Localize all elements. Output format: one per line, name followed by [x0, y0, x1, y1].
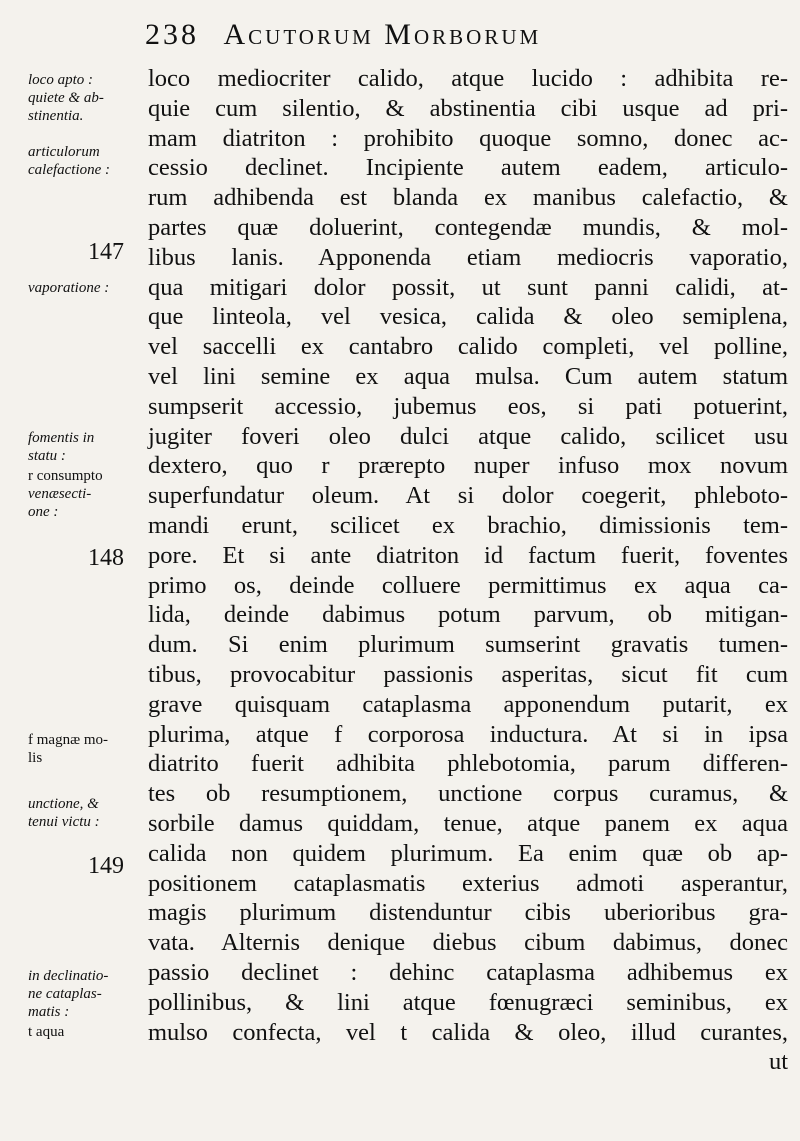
main-text	[148, 64, 788, 1077]
margin-note: ne cataplas-	[28, 986, 102, 1002]
text-line: superfundatur oleum. At si dolor coegerit, phleboto-	[148, 482, 788, 510]
text-line: passio declinet : dehinc cataplasma adhibemus ex	[148, 958, 788, 986]
margin-note: unctione, &	[28, 796, 99, 812]
margin-note: fomentis in	[28, 430, 95, 446]
text-line: magis plurimum distenduntur cibis uberioribus gra-	[148, 899, 788, 927]
section-number: 147	[88, 239, 124, 265]
margin-note: statu :	[28, 448, 66, 464]
text-line: ut	[768, 1048, 788, 1076]
text-line: plurima, atque f corporosa inductura. At si in ipsa	[148, 720, 788, 748]
text-line: sorbile damus quiddam, tenue, atque panem ex aqua	[148, 809, 788, 837]
section-number: 148	[88, 545, 124, 571]
margin-note: in declinatio-	[28, 968, 109, 984]
text-line: pollinibus, & lini atque fœnugræci seminibus, ex	[148, 988, 788, 1016]
text-line: diatrito fuerit adhibita phlebotomia, parum differen-	[148, 750, 788, 778]
margin-notes	[28, 68, 148, 1108]
text-line: pore. Et si ante diatriton id factum fuerit, foventes	[148, 541, 788, 569]
text-line: mam diatriton : prohibito quoque somno, donec ac-	[148, 124, 788, 152]
running-header	[145, 18, 785, 52]
text-line: loco mediocriter calido, atque lucido : adhibita re-	[148, 65, 788, 92]
text-line: primo os, deinde colluere permittimus ex aqua ca-	[148, 571, 788, 599]
margin-note: stinentia.	[28, 108, 84, 124]
text-line: vel saccelli ex cantabro calido completi, vel polline,	[148, 333, 788, 361]
margin-note: t aqua	[28, 1024, 65, 1040]
margin-note: tenui victu :	[28, 814, 100, 830]
margin-note: loco apto :	[28, 72, 93, 88]
text-line: dextero, quo r prærepto nuper infuso mox novum	[148, 452, 788, 480]
text-line: quie cum silentio, & abstinentia cibi usque ad pri-	[148, 94, 788, 122]
page-number: 238	[145, 18, 199, 51]
section-number: 149	[88, 853, 124, 879]
text-line: mandi erunt, scilicet ex brachio, dimissionis tem-	[148, 511, 788, 539]
text-line: tibus, provocabitur passionis asperitas, sicut fit cum	[148, 660, 788, 688]
text-line: jugiter foveri oleo dulci atque calido, scilicet usu	[148, 422, 788, 450]
margin-note: f magnæ mo-	[28, 732, 108, 748]
text-line: positionem cataplasmatis exterius admoti asperantur,	[148, 869, 788, 897]
text-line: que linteola, vel vesica, calida & oleo semiplena,	[148, 303, 788, 331]
margin-note: one :	[28, 504, 59, 520]
margin-note: articulorum	[28, 144, 100, 160]
text-line: lida, deinde dabimus potum parvum, ob mitigan-	[148, 601, 788, 629]
text-line: dum. Si enim plurimum sumserint gravatis tumen-	[148, 631, 788, 659]
margin-note: calefactione :	[28, 162, 111, 178]
text-line: rum adhibenda est blanda ex manibus calefactio, &	[148, 184, 788, 212]
text-line: sumpserit accessio, jubemus eos, si pati potuerint,	[148, 392, 788, 420]
margin-note: lis	[28, 750, 43, 766]
running-title: Acutorum Morborum	[223, 18, 542, 51]
margin-note: matis :	[28, 1004, 70, 1020]
text-line: qua mitigari dolor possit, ut sunt panni calidi, at-	[148, 273, 788, 301]
margin-note: venæsecti-	[28, 486, 92, 502]
margin-note: vaporatione :	[28, 280, 110, 296]
margin-note: r consumpto	[28, 468, 103, 484]
text-line: mulso confecta, vel t calida & oleo, illud curantes,	[148, 1018, 788, 1046]
text-line: vata. Alternis denique diebus cibum dabimus, donec	[148, 929, 788, 957]
text-line: partes quæ doluerint, contegendæ mundis, & mol-	[148, 213, 788, 241]
text-line: libus lanis. Apponenda etiam mediocris vaporatio,	[148, 243, 788, 271]
text-line: grave quisquam cataplasma apponendum putarit, ex	[148, 690, 788, 718]
text-line: tes ob resumptionem, unctione corpus curamus, &	[148, 780, 788, 808]
text-line: vel lini semine ex aqua mulsa. Cum autem statum	[148, 362, 788, 390]
margin-note: quiete & ab-	[28, 90, 104, 106]
text-line: calida non quidem plurimum. Ea enim quæ ob ap-	[148, 839, 788, 867]
text-line: cessio declinet. Incipiente autem eadem, articulo-	[148, 154, 788, 182]
